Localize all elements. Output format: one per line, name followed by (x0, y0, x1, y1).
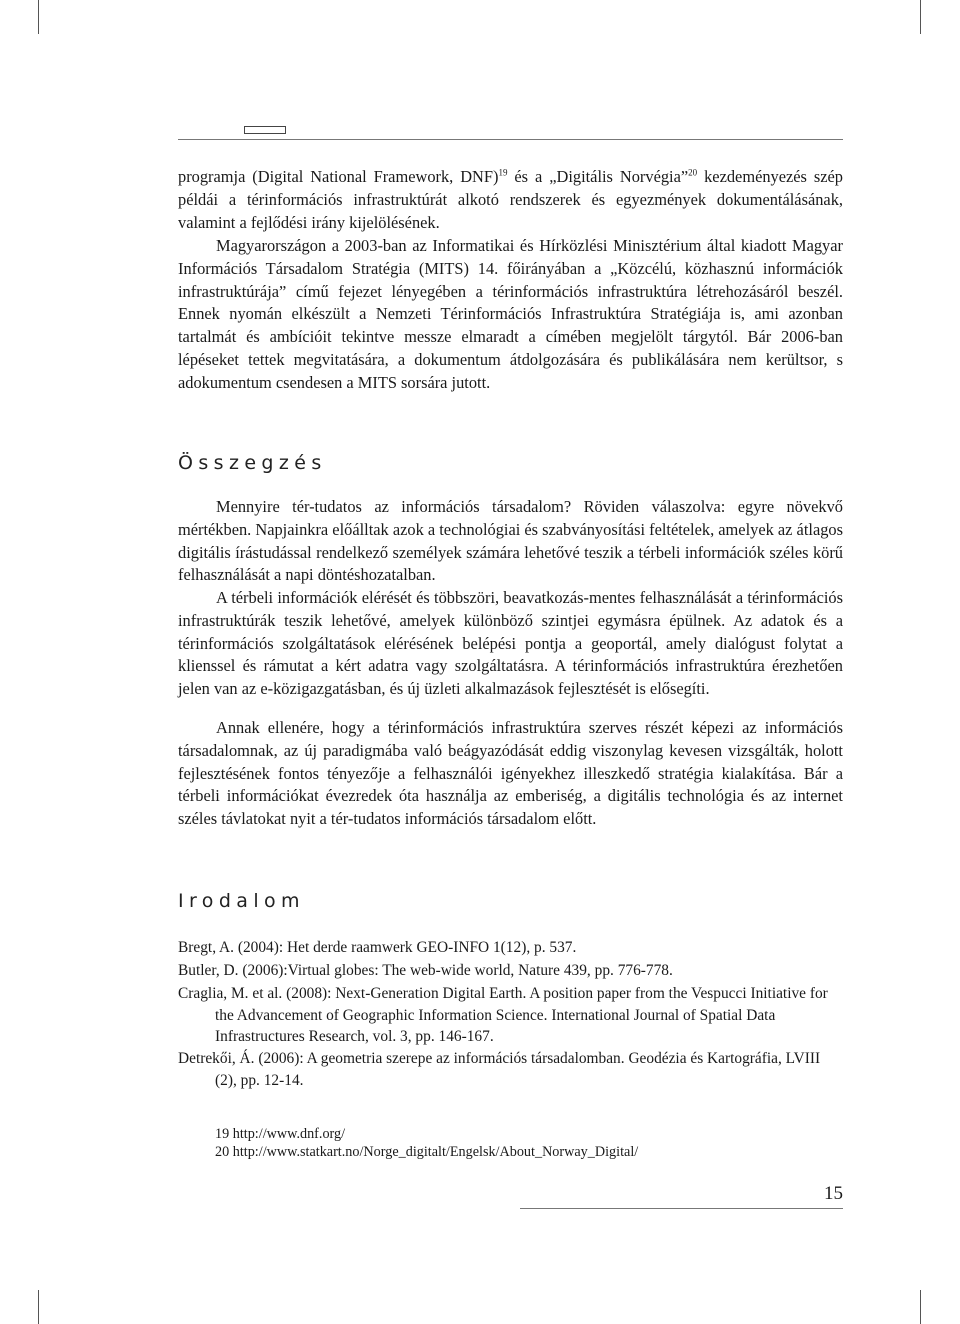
header-ornament (244, 126, 286, 134)
reference-item: Bregt, A. (2004): Het derde raamwerk GEO-INFO 1(12), p. 537. (178, 939, 577, 956)
section-heading-references: Irodalom (178, 890, 305, 912)
text-run: programja (Digital National Framework, DNF) (178, 167, 499, 186)
footnote-ref: 20 (688, 167, 698, 178)
footer-rule (520, 1208, 843, 1209)
crop-mark-bottom-right (920, 1290, 921, 1324)
header-rule (178, 139, 843, 140)
reference-item: Craglia, M. et al. (2008): Next-Generation Digital Earth. A position paper from the Vespucci Initiative for the Advancement of Geographic Information Science. International Journal of Spatial Data Infrastructures Research, vol. 3, pp. 146-167. (178, 985, 828, 1045)
reference-item: Butler, D. (2006):Virtual globes: The web-wide world, Nature 439, pp. 776-778. (178, 962, 673, 979)
crop-mark-bottom-left (38, 1290, 39, 1324)
paragraph-summary-2: A térbeli információk elérését és többszöri, beavatkozás-mentes felhasználását a térinformációs infrastruktúrák teszik lehetővé, amelyek különböző szintjei egymásra épülnek. Az adatok és a térinformációs szolgáltatások elérésének belépési pontja a geoportál, amely dialógust folytat a klienssel és rámutat a kért adatra vagy szolgáltatásra. A térinformációs infrastruktúra érezhetően jelen van az e-közigazgatásban, és új üzleti alkalmazások fejlesztését is elősegíti. (178, 588, 843, 699)
reference-item: Detrekői, Á. (2006): A geometria szerepe az információs társadalomban. Geodézia és Kartográfia, LVIII (2), pp. 12-14. (178, 1050, 821, 1089)
section-heading-summary: Összegzés (178, 452, 327, 474)
paragraph-summary-1: Mennyire tér-tudatos az információs társadalom? Röviden válaszolva: egyre növekvő mértékben. Napjainkra előálltak azok a technológiai és szabványosítási feltételek, amelyek az átlagos digitális írástudással rendelkező személyek számára lehetővé teszik a térbeli információk széles körű felhasználását a napi döntéshozatalban. (178, 497, 843, 585)
crop-mark-top-right (920, 0, 921, 34)
page-number: 15 (824, 1183, 843, 1204)
text-run: kezdeményezés szép példái a térinformációs infrastruktúrát alkotó rendszerek és egyezmények dokumentálásának, valamint a fejlődési irány kijelölésének. (178, 167, 843, 232)
crop-mark-top-left (38, 0, 39, 34)
paragraph-summary-3: Annak ellenére, hogy a térinformációs infrastruktúra szerves részét képezi az információs társadalomnak, az új paradigmába való beágyazódását eddig viszonylag kevesen vizsgálták, holott fejlesztésének fontos tényezője a felhasználói igényekhez illeszkedő stratégia kialakítása. Bár a térbeli információkat évezredek óta használja az emberiség, a digitális technológia és az internet széles távlatokat nyit a tér-tudatos információs társadalom előtt. (178, 718, 843, 829)
footnote-ref: 19 (498, 167, 508, 178)
text-run: és a „Digitális Norvégia” (507, 167, 689, 186)
paragraph-mits: Magyarországon a 2003-ban az Informatikai és Hírközlési Minisztérium által kiadott Magyar Információs Társadalom Stratégia (MITS) 14. főirányában a „Közcélú, közhasznú információk infrastruktúrája” című fejezet lényegében a térinformációs infrastruktúra létrehozásáról beszél. Ennek nyomán elkészült a Nemzeti Térinformációs Infrastruktúra Stratégiája is, ami azonban tartalmát és ambícióit tekintve messze elmaradt a címében megjelölt tárgytól. Bár 2006-ban lépéseket tettek megvitatására, a dokumentum átdolgozására és publikálására nem kerültsor, s adokumentum csendesen a MITS sorsára jutott. (178, 236, 843, 392)
footnote-19: 19 http://www.dnf.org/ (215, 1126, 346, 1142)
footnote-20: 20 http://www.statkart.no/Norge_digitalt/Engelsk/About_Norway_Digital/ (215, 1144, 639, 1160)
paragraph-dnf (178, 166, 843, 234)
